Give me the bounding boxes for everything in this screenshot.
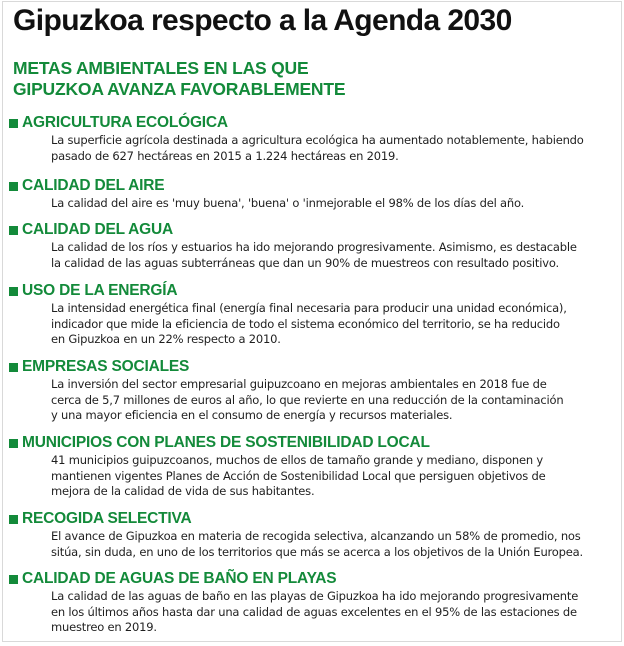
green-square-bullet-icon <box>9 575 18 584</box>
page-title: Gipuzkoa respecto a la Agenda 2030 <box>13 4 512 37</box>
section-text <box>51 453 613 500</box>
section-text <box>51 301 613 348</box>
section-uso-de-la-energia <box>9 282 613 348</box>
green-square-bullet-icon <box>9 226 18 235</box>
section-text <box>51 196 613 212</box>
text-line: La calidad de las aguas de baño en las playas de Gipuzkoa ha ido mejorando progresivamente <box>51 589 579 603</box>
text-line: 41 municipios guipuzcoanos, muchos de ellos de tamaño grande y mediano, disponen y <box>51 453 544 467</box>
green-square-bullet-icon <box>9 287 18 296</box>
section-agricultura-ecologica <box>9 114 613 164</box>
green-square-bullet-icon <box>9 119 18 128</box>
green-square-bullet-icon <box>9 439 18 448</box>
section-title: CALIDAD DEL AIRE <box>22 177 165 194</box>
text-line: en Gipuzkoa en un 22% respecto a 2010. <box>51 332 281 346</box>
section-empresas-sociales <box>9 358 613 424</box>
text-line: muestreo en 2019. <box>51 620 157 634</box>
section-title: EMPRESAS SOCIALES <box>22 358 190 375</box>
section-text <box>51 133 613 164</box>
subtitle <box>13 58 345 100</box>
green-square-bullet-icon <box>9 515 18 524</box>
text-line: La superficie agrícola destinada a agricultura ecológica ha aumentado notablemente, habiendo <box>51 133 584 147</box>
text-line: cerca de 5,7 millones de euros al año, lo que revierte en una reducción de la contaminación <box>51 392 564 407</box>
text-line: sitúa, sin duda, en uno de los territorios que más se acerca a los objetivos de la Unión Europea. <box>51 544 583 559</box>
section-recogida-selectiva <box>9 510 613 560</box>
section-title: RECOGIDA SELECTIVA <box>22 510 192 527</box>
text-line: La calidad de los ríos y estuarios ha ido mejorando progresivamente. Asimismo, es destacable <box>51 240 577 254</box>
text-line: La inversión del sector empresarial guipuzcoano en mejoras ambientales en 2018 fue de <box>51 377 547 391</box>
section-title: MUNICIPIOS CON PLANES DE SOSTENIBILIDAD LOCAL <box>22 434 430 451</box>
subtitle-line: GIPUZKOA AVANZA FAVORABLEMENTE <box>13 79 346 99</box>
section-text <box>51 529 613 560</box>
section-calidad-del-agua <box>9 221 613 271</box>
text-line: La intensidad energética final (energía final necesaria para producir una unidad económica), <box>51 301 567 315</box>
article-panel <box>2 1 622 642</box>
text-line: La calidad del aire es 'muy buena', 'buena' o 'inmejorable el 98% de los días del año. <box>51 196 525 210</box>
text-line: la calidad de las aguas subterráneas que dan un 90% de muestreos con resultado positivo. <box>51 255 559 270</box>
section-title: CALIDAD DE AGUAS DE BAÑO EN PLAYAS <box>22 570 337 587</box>
section-municipios-sostenibilidad <box>9 434 613 500</box>
text-line: en los últimos años hasta dar una calidad de aguas excelentes en el 95% de las estaciones de <box>51 604 577 619</box>
text-line: El avance de Gipuzkoa en materia de recogida selectiva, alcanzando un 58% de promedio, nos <box>51 529 581 543</box>
section-text <box>51 377 613 424</box>
text-line: indicador que mide la eficiencia de todo el sistema económico del territorio, se ha reducido <box>51 316 560 331</box>
section-calidad-del-aire <box>9 177 613 212</box>
green-square-bullet-icon <box>9 363 18 372</box>
section-aguas-de-bano <box>9 570 613 636</box>
section-title: CALIDAD DEL AGUA <box>22 221 173 238</box>
green-square-bullet-icon <box>9 182 18 191</box>
section-text <box>51 589 613 636</box>
subtitle-line: METAS AMBIENTALES EN LAS QUE <box>13 58 309 78</box>
text-line: mejora de la calidad de vida de sus habitantes. <box>51 484 315 498</box>
section-title: USO DE LA ENERGÍA <box>22 282 178 299</box>
text-line: pasado de 627 hectáreas en 2015 a 1.224 hectáreas en 2019. <box>51 148 399 163</box>
section-text <box>51 240 613 271</box>
text-line: y una mayor eficiencia en el consumo de energía y recursos materiales. <box>51 408 453 422</box>
section-title: AGRICULTURA ECOLÓGICA <box>22 114 228 131</box>
text-line: mantienen vigentes Planes de Acción de Sostenibilidad Local que persiguen objetivos de <box>51 468 546 483</box>
